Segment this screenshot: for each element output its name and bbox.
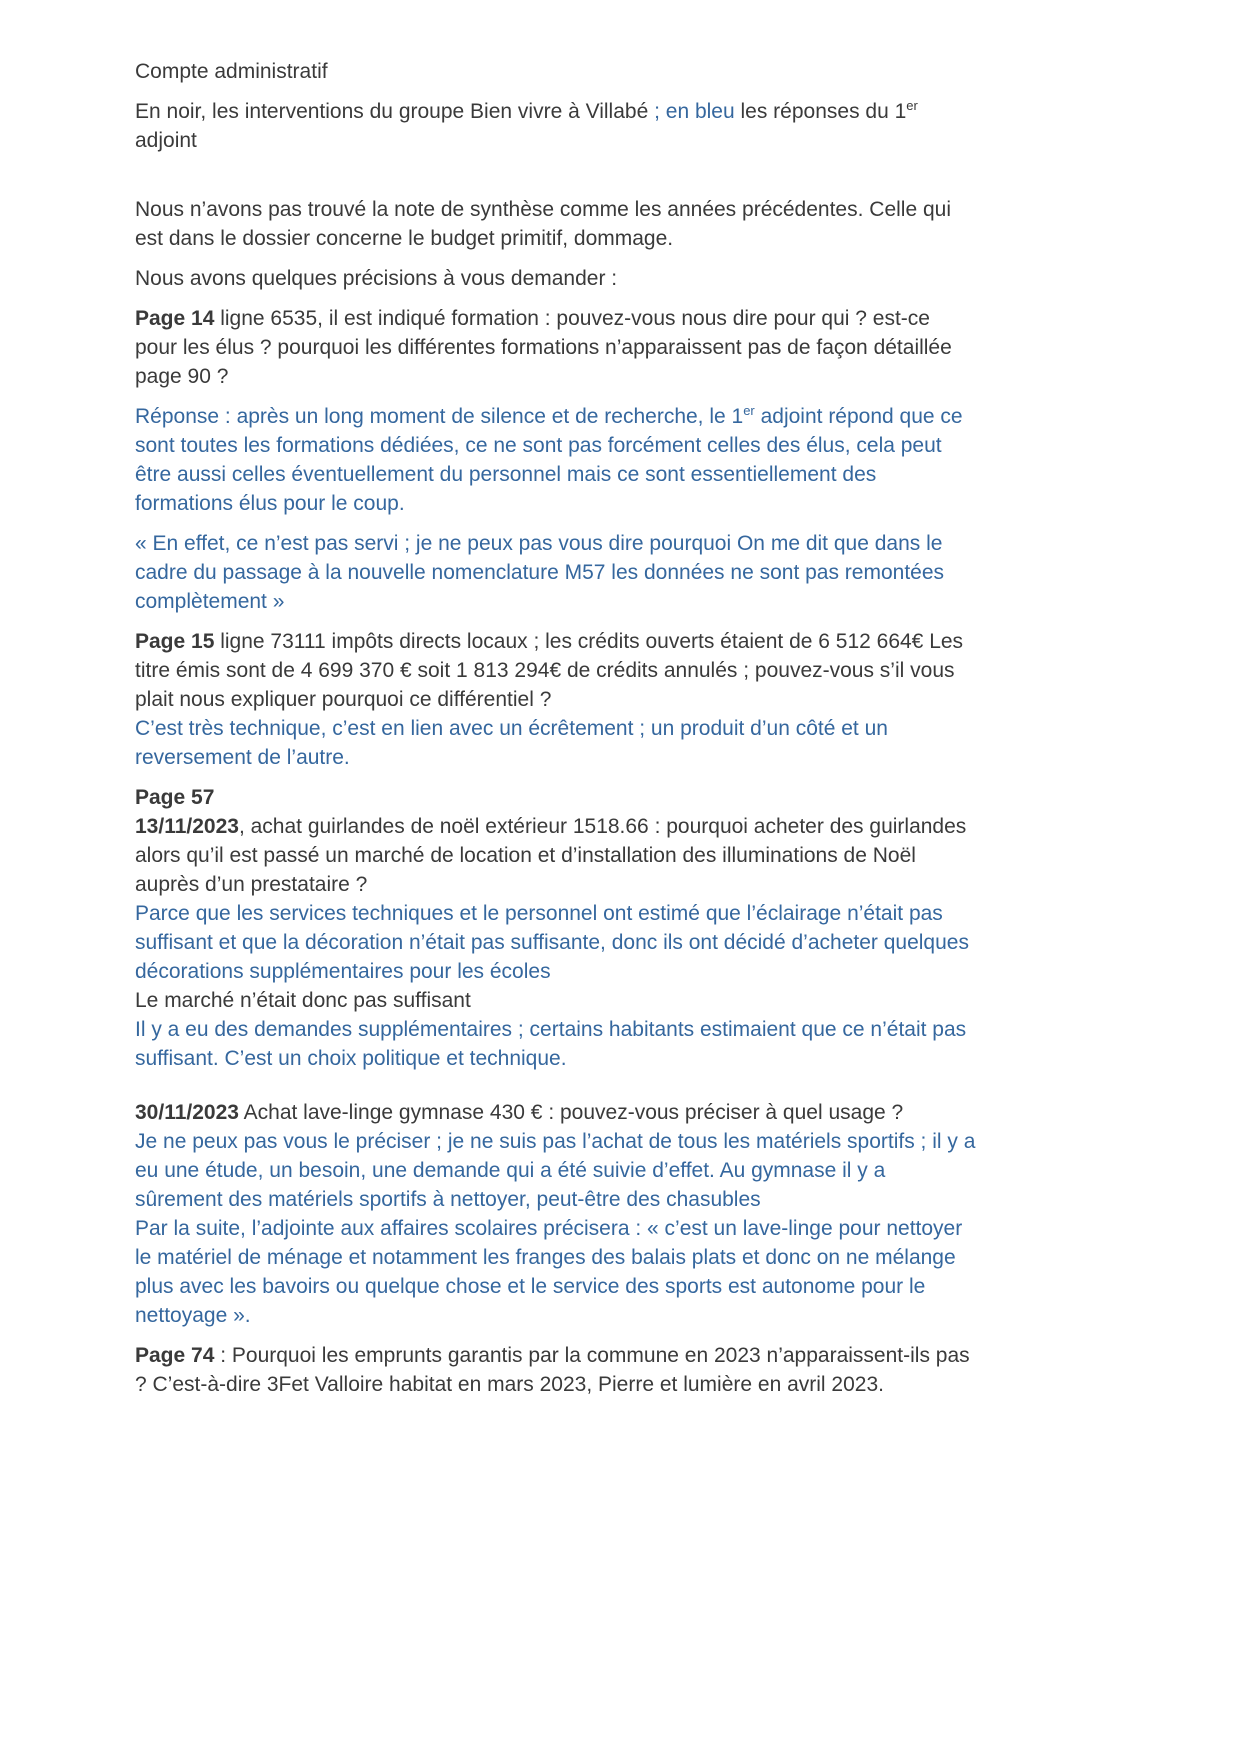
text-run: 30/11/2023 (135, 1101, 239, 1124)
text-run: Page 14 (135, 307, 215, 330)
text-run: adjoint (135, 100, 924, 152)
legend-paragraph (135, 97, 977, 166)
text-run: Parce que les services techniques et le personnel ont estimé que l’éclairage n’était pas suffisant et que la décoration n’était pas suffisante, donc ils ont décidé d’acheter quelques décorations supplémentaires pour les écoles (135, 902, 975, 983)
text-run: Le marché n’était donc pas suffisant (135, 989, 471, 1012)
text-run: ligne 6535, il est indiqué formation : pouvez-vous nous dire pour qui ? est-ce pour les élus ? pourquoi les différentes formations n’apparaissent pas de façon détaillée page 90 ? (135, 307, 958, 388)
text-run: Il y a eu des demandes supplémentaires ; certains habitants estimaient que ce n’était pas suffisant. C’est un choix politique et technique. (135, 1018, 972, 1070)
quote-answer-m57 (135, 529, 977, 627)
text-run: er (743, 403, 755, 418)
question-13-11-2023 (135, 812, 977, 899)
answer-demandes-supplementaires (135, 1015, 977, 1084)
answer-adjointe-scolaires (135, 1214, 977, 1341)
answer-page-15 (135, 714, 977, 783)
question-page-15 (135, 627, 977, 714)
answer-page-14 (135, 402, 977, 529)
text-run: er (906, 98, 918, 113)
text-run: , achat guirlandes de noël extérieur 1518.66 : pourquoi acheter des guirlandes alors qu’il est passé un marché de location et d’installation des illuminations de Noël auprès d’un prestataire ? (135, 815, 973, 896)
text-run: Nous avons quelques précisions à vous demander : (135, 267, 618, 290)
text-run: les réponses du 1 (734, 100, 907, 123)
text-run: C’est très technique, c’est en lien avec un écrêtement ; un produit d’un côté et un reversement de l’autre. (135, 717, 894, 769)
question-page-14 (135, 304, 977, 402)
text-run: Je ne peux pas vous le préciser ; je ne suis pas l’achat de tous les matériels sportifs ; il y a eu une étude, un besoin, une demande qui a été suivie d’effet. Au gymnase il y a sûrement des matériels sportifs à nettoyer, peut-être des chasubles (135, 1130, 982, 1211)
text-run: Compte administratif (135, 60, 328, 83)
text-run: adjoint répond que ce sont toutes les formations dédiées, ce ne sont pas forcément celles des élus, cela peut être aussi celles éventuellement du personnel mais ce sont essentiellement des formations élus pour le coup. (135, 405, 969, 515)
answer-13-11-2023 (135, 899, 977, 986)
text-run: Réponse : après un long moment de silence et de recherche, le 1 (135, 405, 744, 428)
text-run: En noir, les interventions du groupe Bien vivre à Villabé (135, 100, 655, 123)
text-run: ligne 73111 impôts directs locaux ; les crédits ouverts étaient de 6 512 664€ Les titre émis sont de 4 699 370 € soit 1 813 294€ de crédits annulés ; pouvez-vous s’il vous plait nous expliquer pourquoi ce différentiel ? (135, 630, 969, 711)
text-run: Par la suite, l’adjointe aux affaires scolaires précisera : « c’est un lave-linge pour nettoyer le matériel de ménage et notamment les franges des balais plats et donc on ne mélange plus avec les bavoirs ou quelque chose et le service des sports est autonome pour le nettoyage ». (135, 1217, 969, 1327)
text-run: Nous n’avons pas trouvé la note de synthèse comme les années précédentes. Celle qui est dans le dossier concerne le budget primitif, dommage. (135, 198, 957, 250)
text-run: ; en bleu (654, 100, 735, 123)
document-body (135, 57, 982, 1410)
text-run: Page 74 (135, 1344, 215, 1367)
question-page-74 (135, 1341, 977, 1410)
question-30-11-2023 (135, 1084, 977, 1127)
heading-page-57 (135, 783, 977, 812)
text-run: : Pourquoi les emprunts garantis par la commune en 2023 n’apparaissent-ils pas ? C’est-à-dire 3Fet Valloire habitat en mars 2023, Pierre et lumière en avril 2023. (135, 1344, 976, 1396)
text-run: 13/11/2023 (135, 815, 239, 838)
answer-30-11-2023 (135, 1127, 982, 1214)
paragraph-note-synthese (135, 166, 977, 264)
text-run: « En effet, ce n’est pas servi ; je ne peux pas vous dire pourquoi On me dit que dans le cadre du passage à la nouvelle nomenclature M57 les données ne sont pas remontées complètement » (135, 532, 950, 613)
doc-title (135, 57, 977, 97)
paragraph-precisions (135, 264, 977, 304)
text-run: Page 57 (135, 786, 215, 809)
remark-marche-insuffisant (135, 986, 977, 1015)
text-run: Achat lave-linge gymnase 430 € : pouvez-vous préciser à quel usage ? (238, 1101, 904, 1124)
text-run: Page 15 (135, 630, 215, 653)
